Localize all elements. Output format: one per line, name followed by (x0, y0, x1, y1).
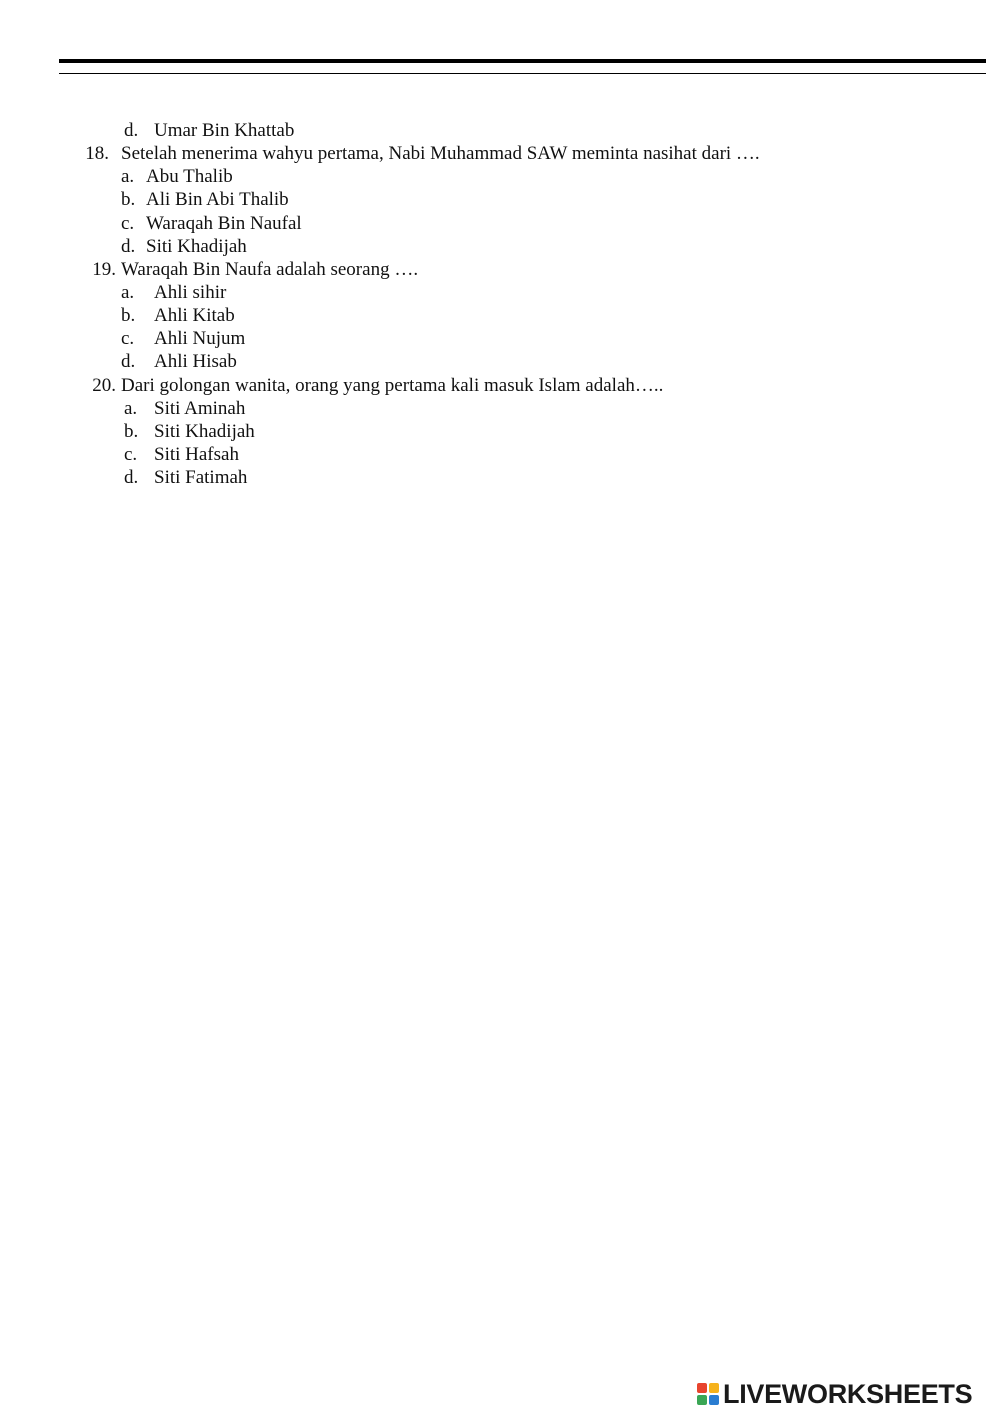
option-letter: a. (121, 281, 135, 303)
option-row (0, 235, 1000, 258)
option-letter: b. (121, 305, 136, 327)
question-text: Setelah menerima wahyu pertama, Nabi Muhammad SAW meminta nasihat dari …. (121, 143, 760, 165)
option-row (0, 212, 1000, 235)
option-text: Ahli sihir (154, 281, 227, 303)
logo-text: LIVEWORKSHEETS (723, 1378, 973, 1409)
option-letter: a. (121, 166, 135, 188)
option-letter: a. (124, 397, 138, 419)
header-rule-thick (59, 59, 986, 63)
option-letter: d. (124, 467, 139, 489)
option-row (0, 397, 1000, 420)
option-row (0, 119, 1000, 142)
liveworksheets-logo-icon (697, 1383, 719, 1405)
option-letter: c. (124, 443, 138, 465)
liveworksheets-logo[interactable] (697, 1378, 972, 1410)
option-text: Umar Bin Khattab (154, 120, 295, 141)
question-text: Dari golongan wanita, orang yang pertama kali masuk Islam adalah….. (121, 374, 664, 396)
question-row (0, 374, 1000, 397)
header-rule-thin (59, 73, 986, 74)
option-row (0, 443, 1000, 466)
option-row (0, 188, 1000, 211)
question-number: 19. (92, 258, 116, 280)
option-letter: d. (121, 351, 136, 373)
option-text: Ali Bin Abi Thalib (146, 189, 289, 211)
option-text: Siti Khadijah (154, 420, 255, 442)
option-letter: c. (121, 212, 135, 234)
logo-square-green (697, 1395, 707, 1405)
question-number: 18. (85, 143, 109, 165)
option-text: Ahli Nujum (154, 328, 246, 350)
option-letter: b. (124, 420, 139, 442)
option-row (0, 304, 1000, 327)
option-letter: b. (121, 189, 136, 211)
logo-square-blue (709, 1395, 719, 1405)
question-row (0, 142, 1000, 165)
option-text: Siti Khadijah (146, 235, 247, 257)
option-row (0, 165, 1000, 188)
option-text: Siti Aminah (154, 397, 246, 419)
question-row (0, 258, 1000, 281)
option-row (0, 466, 1000, 489)
option-text: Waraqah Bin Naufal (146, 212, 302, 234)
option-row (0, 281, 1000, 304)
option-text: Siti Fatimah (154, 467, 248, 489)
option-text: Ahli Hisab (154, 351, 237, 373)
option-text: Ahli Kitab (154, 305, 235, 327)
logo-square-red (697, 1383, 707, 1393)
question-text: Waraqah Bin Naufa adalah seorang …. (121, 258, 419, 280)
logo-square-yellow (709, 1383, 719, 1393)
option-row (0, 350, 1000, 373)
option-row (0, 420, 1000, 443)
option-letter: d. (121, 235, 136, 257)
option-letter: c. (121, 328, 135, 350)
option-text: Siti Hafsah (154, 443, 239, 465)
worksheet-content (0, 119, 1000, 489)
option-text: Abu Thalib (146, 166, 233, 188)
option-letter: d. (124, 120, 139, 141)
option-row (0, 327, 1000, 350)
question-number: 20. (92, 374, 116, 396)
